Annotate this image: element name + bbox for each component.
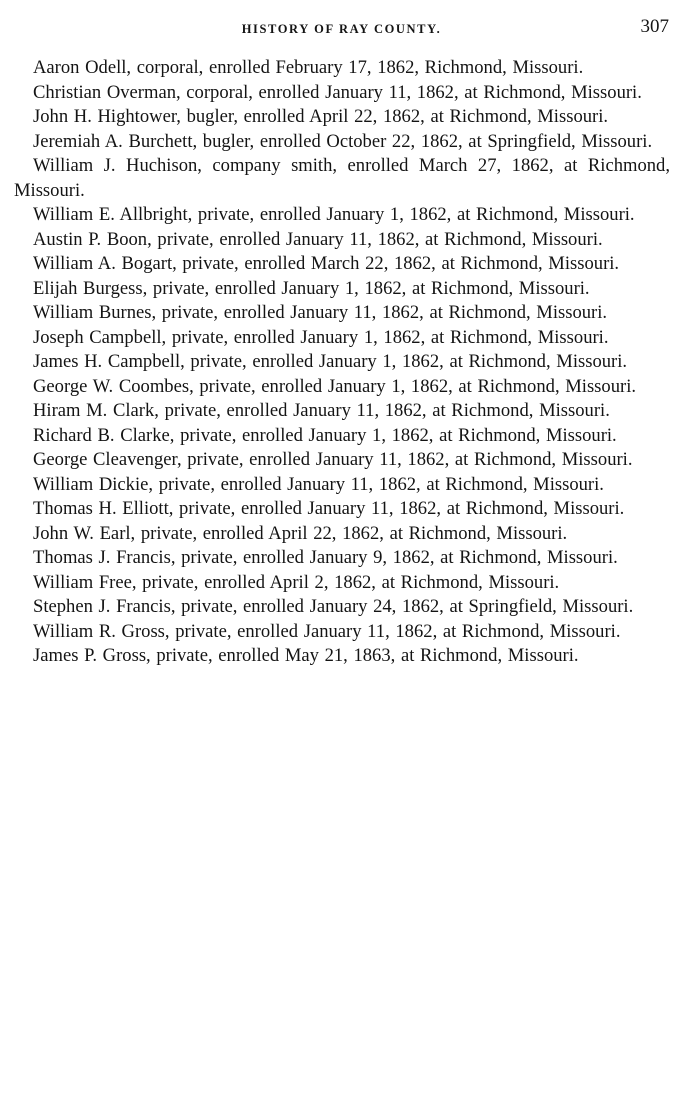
roster-entry: Thomas J. Francis, private, enrolled January 9, 1862, at Richmond, Missouri. [33,547,618,568]
roster-entries [14,56,670,669]
roster-entry: Hiram M. Clark, private, enrolled January 11, 1862, at Richmond, Missouri. [33,400,610,421]
roster-entry: John H. Hightower, bugler, enrolled April 22, 1862, at Richmond, Missouri. [33,106,609,127]
roster-entry: William Dickie, private, enrolled January 11, 1862, at Richmond, Missouri. [33,473,604,495]
roster-entry: William Free, private, enrolled April 2, 1862, at Richmond, Missouri. [33,571,560,593]
roster-entry: James H. Campbell, private, enrolled January 1, 1862, at Richmond, Missouri. [33,351,628,372]
roster-entry: Austin P. Boon, private, enrolled January 11, 1862, at Richmond, Missouri. [33,228,603,250]
roster-entry: William E. Allbright, private, enrolled January 1, 1862, at Richmond, Missouri. [33,204,635,225]
roster-entry: William A. Bogart, private, enrolled March 22, 1862, at Richmond, Missouri. [33,253,620,274]
roster-entry: Richard B. Clarke, private, enrolled January 1, 1862, at Richmond, Missouri. [33,424,617,446]
roster-entry: James P. Gross, private, enrolled May 21, 1863, at Richmond, Missouri. [33,645,579,666]
roster-entry: William R. Gross, private, enrolled January 11, 1862, at Richmond, Missouri. [33,620,621,642]
roster-entry: William J. Huchison, company smith, enrolled March 27, 1862, at Richmond, Missouri. [14,155,670,201]
page-number: 307 [640,16,669,37]
roster-entry: Joseph Campbell, private, enrolled January 1, 1862, at Richmond, Missouri. [33,326,609,348]
page-header [14,14,669,44]
roster-entry: Aaron Odell, corporal, enrolled February 17, 1862, Richmond, Missouri. [33,57,584,78]
roster-entry: Christian Overman, corporal, enrolled January 11, 1862, at Richmond, Missouri. [33,81,642,103]
roster-entry: Jeremiah A. Burchett, bugler, enrolled October 22, 1862, at Springfield, Missouri. [33,130,653,152]
roster-entry: George W. Coombes, private, enrolled January 1, 1862, at Richmond, Missouri. [33,375,637,397]
roster-entry: Elijah Burgess, private, enrolled January 1, 1862, at Richmond, Missouri. [33,277,590,299]
roster-entry: William Burnes, private, enrolled January 11, 1862, at Richmond, Missouri. [33,302,608,323]
roster-entry: John W. Earl, private, enrolled April 22, 1862, at Richmond, Missouri. [33,522,568,544]
roster-entry: Thomas H. Elliott, private, enrolled January 11, 1862, at Richmond, Missouri. [33,498,625,519]
running-title: HISTORY OF RAY COUNTY. [241,22,442,36]
roster-entry: Stephen J. Francis, private, enrolled January 24, 1862, at Springfield, Missouri. [33,596,634,617]
roster-entry: George Cleavenger, private, enrolled January 11, 1862, at Richmond, Missouri. [33,449,633,470]
